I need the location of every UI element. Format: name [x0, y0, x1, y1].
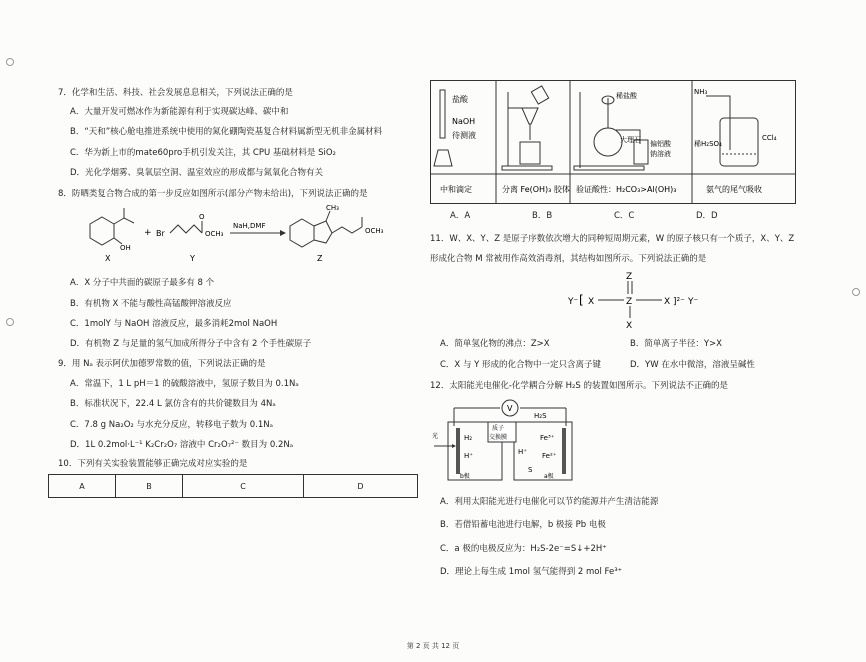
hplus-label-left: H⁺	[464, 452, 473, 460]
q8-option-a: A．X 分子中共面的碳原子最多有 8 个	[70, 278, 215, 288]
apparatus-d-gas-label: NH₃	[694, 88, 708, 96]
struct-z-center: Z	[626, 297, 633, 307]
q8-option-d: D．有机物 Z 与足量的氢气加成所得分子中含有 2 个手性碳原子	[70, 339, 312, 349]
fe2-label: Fe²⁺	[542, 452, 557, 460]
struct-x-right: X	[664, 297, 671, 307]
y-label: Y	[190, 254, 195, 263]
z-och3-label: OCH₃	[365, 227, 384, 235]
apparatus-c-top-label: 稀盐酸	[616, 92, 637, 100]
struct-bottom: X	[626, 321, 633, 331]
q8-option-b: B．有机物 X 不能与酸性高锰酸钾溶液反应	[70, 299, 232, 309]
burette-icon	[440, 90, 445, 138]
q7-option-c: C．华为新上市的mate60pro手机引发关注，其 CPU 基础材料是 SiO₂	[70, 148, 336, 158]
svg-text:[: [	[579, 293, 584, 307]
q7-option-d: D．光化学烟雾、臭氧层空洞、温室效应的形成都与氮氧化合物有关	[70, 168, 324, 178]
q10-header-b: B	[116, 475, 183, 498]
q9-option-d: D．1L 0.2mol·L⁻¹ K₂Cr₂O₇ 溶液中 Cr₂O₇²⁻ 数目为 0.2Nₐ	[70, 440, 294, 450]
apparatus-a-label-2: NaOH	[452, 117, 476, 126]
q12-option-d: D．理论上每生成 1mol 氢气能得到 2 mol Fe³⁺	[440, 567, 623, 577]
q12-stem: 12．太阳能光电催化-化学耦合分解 H₂S 的装置如图所示。下列说法不正确的是	[430, 381, 728, 391]
q10-choice-d: D．D	[696, 211, 718, 221]
h2s-label: H₂S	[534, 412, 547, 420]
page-footer: 第 2 页 共 12 页	[406, 642, 460, 650]
q11-option-b: B．简单离子半径：Y>X	[630, 339, 722, 349]
funnel-icon	[522, 108, 538, 124]
plus-sign: +	[144, 228, 152, 238]
q12-diagram	[430, 396, 580, 488]
s-label: S	[528, 466, 533, 474]
b-pole-label: b极	[460, 473, 470, 480]
caption-c: 验证酸性：H₂CO₃>Al(OH)₃	[576, 185, 677, 194]
q7-stem: 7．化学和生活、科技、社会发展息息相关，下列说法正确的是	[58, 88, 293, 98]
q10-apparatus-table	[430, 80, 796, 204]
y-och3-label: OCH₃	[205, 230, 224, 238]
binding-hole-right	[852, 288, 860, 296]
apparatus-a-label-3: 待测液	[452, 131, 476, 140]
gas-bottle-icon	[720, 118, 758, 166]
hplus-label-right: H⁺	[518, 448, 527, 456]
binding-hole-middle	[6, 318, 14, 326]
caption-b: 分离 Fe(OH)₃ 胶体	[502, 185, 570, 194]
q12-option-b: B．若借铅蓄电池进行电解，b 极接 Pb 电极	[440, 520, 606, 530]
q9-option-a: A．常温下，1 L pH＝1 的硫酸溶液中，氢原子数目为 0.1Nₐ	[70, 379, 299, 389]
q11-option-d: D．YW 在水中微溶，溶液呈碱性	[630, 360, 755, 370]
h2-label: H₂	[464, 434, 473, 442]
q11-structure	[566, 270, 706, 332]
struct-y-left: Y⁻	[568, 297, 579, 307]
apparatus-d-ccl4-label: CCl₄	[762, 134, 777, 142]
reagent-label: NaH,DMF	[233, 222, 266, 230]
apparatus-c-right-label-2: 钠溶液	[650, 150, 671, 158]
caption-a: 中和滴定	[440, 185, 472, 194]
q8-option-c: C．1molY 与 NaOH 溶液反应，最多消耗2mol NaOH	[70, 319, 278, 329]
q8-reaction-scheme	[80, 203, 410, 265]
struct-y-right: Y⁻	[688, 297, 699, 307]
caption-d: 氨气的尾气吸收	[706, 185, 762, 194]
membrane-label-2: 交换膜	[489, 434, 508, 441]
q12-option-c: C．a 极的电极反应为：H₂S-2e⁻=S↓+2H⁺	[440, 544, 607, 554]
apparatus-a-label-1: 盐酸	[452, 95, 468, 104]
z-label: Z	[317, 254, 323, 263]
voltmeter-label: V	[507, 404, 513, 413]
q7-option-a: A．大量开发可燃冰作为新能源有利于实现碳达峰、碳中和	[70, 107, 289, 117]
apparatus-c-right-label-1: 偏铝酸	[650, 140, 671, 148]
round-flask-icon	[594, 128, 622, 156]
y-br-label: Br	[156, 229, 165, 238]
apparatus-d-liquid-label: 稀H₂SO₄	[694, 140, 722, 148]
a-pole-label: a极	[544, 473, 554, 480]
q10-choice-b: B．B	[532, 211, 553, 221]
q11-option-a: A．简单氢化物的沸点：Z>X	[440, 339, 550, 349]
z-ch3-label: CH₃	[326, 204, 339, 212]
q10-header-d: D	[304, 475, 418, 498]
x-oh-label: OH	[120, 244, 131, 252]
q11-stem-line-2: 形成化合物 M 常被用作高效消毒剂，其结构如图所示。下列说法正确的是	[430, 254, 707, 264]
q11-option-c: C．X 与 Y 形成的化合物中一定只含离子键	[440, 360, 602, 370]
q10-header-table	[48, 474, 418, 498]
x-label: X	[105, 254, 111, 263]
light-label: 光	[432, 433, 439, 440]
apparatus-c-mid-label: 大理石	[620, 136, 641, 144]
struct-x-left: X	[588, 297, 595, 307]
struct-top: Z	[626, 272, 633, 282]
y-o-label: O	[199, 213, 205, 221]
binding-hole-top	[6, 58, 14, 66]
q10-choice-c: C．C	[614, 211, 635, 221]
q10-header-a: A	[49, 475, 116, 498]
q10-choice-a: A．A	[450, 211, 471, 221]
q7-option-b: B．“天和”核心舱电推进系统中使用的氮化硼陶瓷基复合材料属新型无机非金属材料	[70, 127, 383, 137]
q9-option-c: C．7.8 g Na₂O₂ 与水充分反应，转移电子数为 0.1Nₐ	[70, 420, 273, 430]
q10-stem: 10．下列有关实验装置能够正确完成对应实验的是	[58, 459, 248, 469]
beaker-icon	[520, 142, 540, 164]
membrane-label-1: 质子	[492, 425, 505, 432]
struct-charge: ]²⁻	[673, 297, 685, 307]
conical-flask-icon	[434, 150, 452, 166]
q11-stem-line-1: 11．W、X、Y、Z 是原子序数依次增大的同种短周期元素，W 的原子核只有一个质子，X、Y、Z	[430, 234, 795, 244]
q9-option-b: B．标准状况下，22.4 L 氯仿含有的共价键数目为 4Nₐ	[70, 399, 276, 409]
fe3-label: Fe³⁺	[540, 434, 555, 442]
q12-option-a: A．利用太阳能光进行电催化可以节约能源并产生清洁能源	[440, 497, 659, 507]
q10-header-c: C	[183, 475, 304, 498]
q8-stem: 8．防晒类复合物合成的第一步反应如图所示(部分产物未给出)，下列说法正确的是	[58, 189, 368, 199]
q9-stem: 9．用 Nₐ 表示阿伏加德罗常数的值，下列说法正确的是	[58, 359, 266, 369]
